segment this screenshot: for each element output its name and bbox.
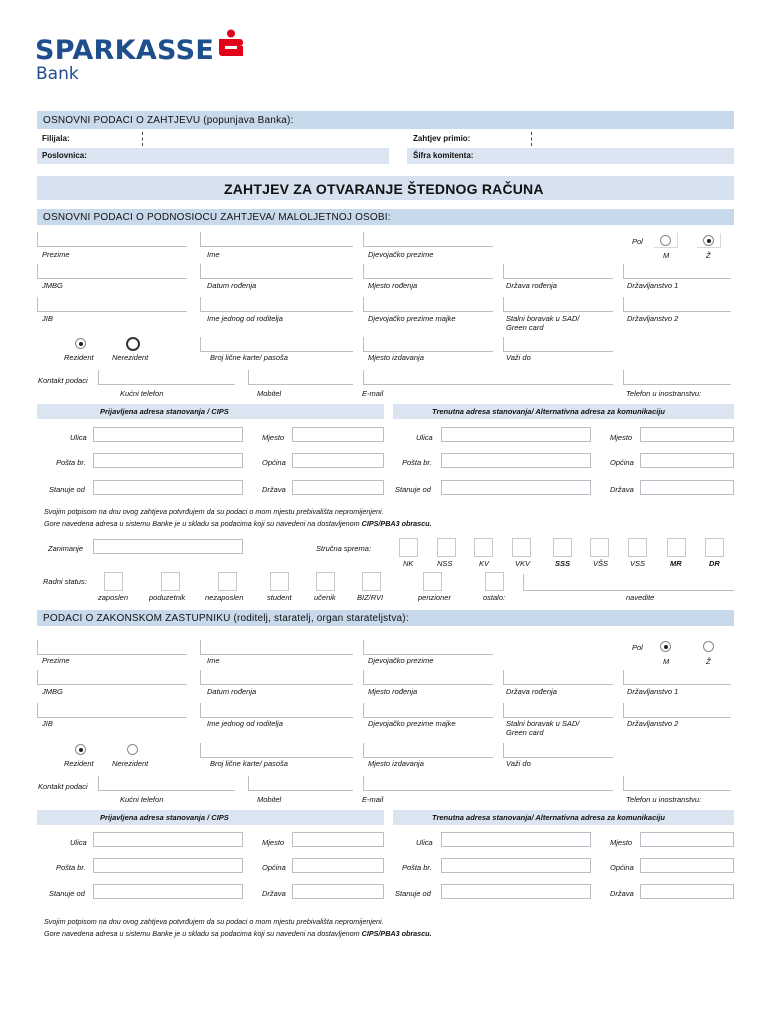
rep-prezime-input[interactable] (37, 640, 187, 655)
divider (531, 132, 532, 146)
mjesto-alt-label: Mjesto (610, 433, 633, 442)
status-box-biz[interactable] (362, 572, 381, 591)
mobitel-input[interactable] (248, 370, 353, 385)
poslovnica-row (37, 148, 389, 164)
rep-note-line-1: Svojim potpisom na dnu ovog zahtjeva potvrđujem da su podaci o mom mjestu prebivališta nepromijenjeni. (44, 917, 384, 926)
rep-stalni-boravak-label-2: Green card (506, 728, 544, 737)
rep-stanuje-alt-label: Stanuje od (395, 889, 431, 898)
status-ucenik: učenik (314, 593, 336, 602)
note-form-name: CIPS/PBA3 obrascu. (361, 519, 432, 528)
rep-stanuje-label: Stanuje od (49, 889, 85, 898)
rep-mjesto-alt-label: Mjesto (610, 838, 633, 847)
ime-roditelja-input[interactable] (200, 297, 353, 312)
rep-stalni-boravak-label-1: Stalni boravak u SAD/ (506, 719, 580, 728)
rep-ime-roditelja-input[interactable] (200, 703, 353, 718)
rep-nerezident-radio[interactable] (127, 744, 138, 755)
level-vss1: VŠS (593, 559, 609, 568)
drzava-rodjenja-input[interactable] (503, 264, 613, 279)
stanuje-input[interactable] (93, 480, 243, 495)
rep-posta-input[interactable] (93, 858, 243, 873)
rep-opcina-alt-input[interactable] (640, 858, 734, 873)
rep-email-input[interactable] (363, 776, 613, 791)
drzava-alt-label: Država (610, 485, 634, 494)
stanuje-label: Stanuje od (49, 485, 85, 494)
datum-rodjenja-input[interactable] (200, 264, 353, 279)
jmbg-label: JMBG (42, 281, 63, 290)
rep-opcina-label: Općina (262, 863, 286, 872)
rep-stalni-boravak-input[interactable] (503, 703, 613, 718)
mobitel-label: Mobitel (257, 389, 282, 398)
level-vkv: VKV (515, 559, 531, 568)
rep-posta-alt-label: Pošta br. (402, 863, 432, 872)
kucni-telefon-label: Kućni telefon (120, 389, 164, 398)
rep-jmbg-input[interactable] (37, 670, 187, 685)
prezime-input[interactable] (37, 232, 187, 247)
status-box-ostalo[interactable] (485, 572, 504, 591)
rep-posta-alt-input[interactable] (441, 858, 591, 873)
ime-label: Ime (207, 250, 220, 259)
note-text: Gore navedena adresa u sistemu Banke je u skladu sa podacima koji su navedeni na dostavljenom (44, 519, 362, 528)
stalni-boravak-input[interactable] (503, 297, 613, 312)
rep-mobitel-input[interactable] (248, 776, 353, 791)
rep-ulica-label: Ulica (70, 838, 87, 847)
rep-djevojacko-majke-label: Djevojačko prezime majke (368, 719, 456, 728)
rep-opcina-alt-label: Općina (610, 863, 634, 872)
strucna-sprema-label: Stručna sprema: (316, 544, 372, 553)
level-sss: SSS (555, 559, 571, 568)
rep-mjesto-izdavanja-label: Mjesto izdavanja (368, 759, 424, 768)
vazi-do-input[interactable] (503, 337, 613, 352)
rep-djevojacko-prezime-label: Djevojačko prezime (368, 656, 434, 665)
rep-gender-z-label: Ž (706, 657, 711, 666)
broj-licne-label: Broj lične karte/ pasoša (210, 353, 288, 362)
navedite-input[interactable] (523, 574, 734, 591)
drzavljanstvo2-label: Državljanstvo 2 (627, 314, 679, 323)
person-section-title: OSNOVNI PODACI O PODNOSIOCU ZAHTJEVA/ MALOLJETNOJ OSOBI: (43, 212, 391, 223)
email-input[interactable] (363, 370, 613, 385)
level-box-dr[interactable] (705, 538, 724, 557)
telefon-ino-input[interactable] (623, 370, 731, 385)
rep-note-text: Gore navedena adresa u sistemu Banke je u skladu sa podacima koji su navedeni na dostavljenom (44, 929, 362, 938)
gender-z-frame (697, 233, 721, 248)
level-box-vss[interactable] (628, 538, 647, 557)
mjesto-rodjenja-label: Mjesto rođenja (368, 281, 418, 290)
rep-drzava-rodjenja-label: Država rođenja (506, 687, 557, 696)
rep-broj-licne-label: Broj lične karte/ pasoša (210, 759, 288, 768)
note-line-2 (44, 519, 432, 528)
rep-telefon-ino-input[interactable] (623, 776, 731, 791)
ulica-input[interactable] (93, 427, 243, 442)
rep-jib-label: JIB (42, 719, 53, 728)
gender-m-label: M (663, 251, 670, 260)
telefon-ino-label: Telefon u inostranstvu: (626, 389, 702, 398)
filijala-label: Filijala: (42, 134, 70, 143)
rep-jmbg-label: JMBG (42, 687, 63, 696)
mjesto-rodjenja-input[interactable] (363, 264, 493, 279)
level-vss: VSS (630, 559, 646, 568)
filijala-input[interactable] (142, 134, 389, 148)
rep-gender-m-radio[interactable] (660, 641, 671, 652)
rep-mjesto-label: Mjesto (262, 838, 285, 847)
rep-kucni-telefon-label: Kućni telefon (120, 795, 164, 804)
mjesto-alt-input[interactable] (640, 427, 734, 442)
rep-ulica-input[interactable] (93, 832, 243, 847)
rep-note-line-2 (44, 929, 432, 938)
drzava-input[interactable] (292, 480, 384, 495)
level-mr: MR (670, 559, 682, 568)
gender-m-frame (654, 233, 678, 248)
ime-roditelja-label: Ime jednog od roditelja (207, 314, 283, 323)
status-student: student (267, 593, 292, 602)
gender-z-label: Ž (706, 251, 711, 260)
rep-kucni-telefon-input[interactable] (98, 776, 235, 791)
rep-ulica-alt-label: Ulica (416, 838, 433, 847)
status-box-poduzetnik[interactable] (161, 572, 180, 591)
rep-opcina-input[interactable] (292, 858, 384, 873)
rep-prezime-label: Prezime (42, 656, 70, 665)
level-nss: NSS (437, 559, 453, 568)
nerezident-radio[interactable] (126, 337, 140, 351)
rep-stanuje-input[interactable] (93, 884, 243, 899)
rep-datum-rodjenja-input[interactable] (200, 670, 353, 685)
stanuje-alt-label: Stanuje od (395, 485, 431, 494)
rep-mjesto-alt-input[interactable] (640, 832, 734, 847)
rep-drzavljanstvo1-label: Državljanstvo 1 (627, 687, 679, 696)
rep-pol-label: Pol (632, 643, 643, 652)
page-title: ZAHTJEV ZA OTVARANJE ŠTEDNOG RAČUNA (224, 181, 544, 197)
email-label: E-mail (362, 389, 384, 398)
drzava-alt-input[interactable] (640, 480, 734, 495)
status-penzioner: penzioner (418, 593, 451, 602)
rep-ime-input[interactable] (200, 640, 353, 655)
rep-datum-rodjenja-label: Datum rođenja (207, 687, 257, 696)
zanimanje-label: Zanimanje (48, 544, 84, 553)
mjesto-izdavanja-input[interactable] (363, 337, 493, 352)
level-box-mr[interactable] (667, 538, 686, 557)
poslovnica-label: Poslovnica: (42, 151, 87, 160)
note-line-1: Svojim potpisom na dnu ovog zahtjeva potvrđujem da su podaci o mom mjestu prebivališta nepromijenjeni. (44, 507, 384, 516)
drzava-label: Država (262, 485, 286, 494)
status-nezaposlen: nezaposlen (205, 593, 244, 602)
status-box-penzioner[interactable] (423, 572, 442, 591)
rep-mobitel-label: Mobitel (257, 795, 282, 804)
rezident-label: Rezident (64, 353, 94, 362)
rep-nerezident-label: Nerezident (112, 759, 149, 768)
level-box-vkv[interactable] (512, 538, 531, 557)
djevojacko-prezime-input[interactable] (363, 232, 493, 247)
rep-mjesto-rodjenja-input[interactable] (363, 670, 493, 685)
rezident-radio[interactable] (75, 338, 86, 349)
address-right-title: Trenutna adresa stanovanja/ Alternativna adresa za komunikaciju (432, 407, 666, 416)
rep-broj-licne-input[interactable] (200, 743, 353, 758)
level-box-kv[interactable] (474, 538, 493, 557)
drzavljanstvo1-label: Državljanstvo 1 (627, 281, 679, 290)
rep-drzava-alt-input[interactable] (640, 884, 734, 899)
opcina-alt-input[interactable] (640, 453, 734, 468)
drzava-rodjenja-label: Država rođenja (506, 281, 557, 290)
logo-wordmark: SPARKASSE (35, 35, 215, 66)
status-box-nezaposlen[interactable] (218, 572, 237, 591)
drzavljanstvo1-input[interactable] (623, 264, 731, 279)
status-poduzetnik: poduzetnik (149, 593, 186, 602)
jmbg-input[interactable] (37, 264, 187, 279)
jib-label: JIB (42, 314, 53, 323)
zanimanje-input[interactable] (93, 539, 243, 554)
rep-vazi-do-label: Važi do (506, 759, 531, 768)
ime-input[interactable] (200, 232, 353, 247)
level-kv: KV (479, 559, 490, 568)
stanuje-alt-input[interactable] (441, 480, 591, 495)
rep-posta-label: Pošta br. (56, 863, 86, 872)
opcina-label: Općina (262, 458, 286, 467)
djevojacko-prezime-label: Djevojačko prezime (368, 250, 434, 259)
ulica-alt-input[interactable] (441, 427, 591, 442)
status-biz: BIZ/RVI (357, 593, 384, 602)
nerezident-label: Nerezident (112, 353, 149, 362)
rep-drzavljanstvo2-label: Državljanstvo 2 (627, 719, 679, 728)
opcina-alt-label: Općina (610, 458, 634, 467)
posta-alt-label: Pošta br. (402, 458, 432, 467)
rep-email-label: E-mail (362, 795, 384, 804)
ulica-label: Ulica (70, 433, 87, 442)
rep-mjesto-rodjenja-label: Mjesto rođenja (368, 687, 418, 696)
vazi-do-label: Važi do (506, 353, 531, 362)
rep-jib-input[interactable] (37, 703, 187, 718)
level-box-nk[interactable] (399, 538, 418, 557)
rep-address-right-title: Trenutna adresa stanovanja/ Alternativna adresa za komunikaciju (432, 813, 666, 822)
rep-drzava-alt-label: Država (610, 889, 634, 898)
drzavljanstvo2-input[interactable] (623, 297, 731, 312)
level-dr: DR (709, 559, 720, 568)
address-left-title: Prijavljena adresa stanovanja / CIPS (100, 407, 229, 416)
status-box-student[interactable] (270, 572, 289, 591)
rep-ime-label: Ime (207, 656, 220, 665)
djevojacko-majke-input[interactable] (363, 297, 493, 312)
level-box-sss[interactable] (553, 538, 572, 557)
rep-stanuje-alt-input[interactable] (441, 884, 591, 899)
mjesto-label: Mjesto (262, 433, 285, 442)
rep-rezident-radio[interactable] (75, 744, 86, 755)
jib-input[interactable] (37, 297, 187, 312)
djevojacko-majke-label: Djevojačko prezime majke (368, 314, 456, 323)
level-nk: NK (403, 559, 414, 568)
datum-rodjenja-label: Datum rođenja (207, 281, 257, 290)
posta-input[interactable] (93, 453, 243, 468)
stalni-boravak-label-1: Stalni boravak u SAD/ (506, 314, 580, 323)
status-ostalo: ostalo: (483, 593, 506, 602)
status-zaposlen: zaposlen (98, 593, 129, 602)
rep-drzavljanstvo2-input[interactable] (623, 703, 731, 718)
sifra-komitenta-label: Šifra komitenta: (413, 151, 474, 160)
status-box-zaposlen[interactable] (104, 572, 123, 591)
rep-note-form-name: CIPS/PBA3 obrascu. (361, 929, 432, 938)
rep-djevojacko-majke-input[interactable] (363, 703, 493, 718)
rep-ime-roditelja-label: Ime jednog od roditelja (207, 719, 283, 728)
posta-label: Pošta br. (56, 458, 86, 467)
rep-gender-z-radio[interactable] (703, 641, 714, 652)
rep-drzavljanstvo1-input[interactable] (623, 670, 731, 685)
level-box-nss[interactable] (437, 538, 456, 557)
kucni-telefon-input[interactable] (98, 370, 235, 385)
level-box-vss1[interactable] (590, 538, 609, 557)
status-navedite: navedite (626, 593, 655, 602)
ulica-alt-label: Ulica (416, 433, 433, 442)
rep-djevojacko-prezime-input[interactable] (363, 640, 493, 655)
rep-drzava-rodjenja-input[interactable] (503, 670, 613, 685)
legal-rep-section-title: PODACI O ZAKONSKOM ZASTUPNIKU (roditelj, staratelj, organ starateljstva): (43, 613, 409, 624)
rep-gender-m-label: M (663, 657, 670, 666)
zahtjev-primio-label: Zahtjev primio: (413, 134, 471, 143)
rep-mjesto-input[interactable] (292, 832, 384, 847)
mjesto-input[interactable] (292, 427, 384, 442)
pol-label: Pol (632, 237, 643, 246)
bank-section-title: OSNOVNI PODACI O ZAHTJEVU (popunjava Banka): (43, 115, 294, 126)
kontakt-label: Kontakt podaci (38, 376, 88, 385)
rep-telefon-ino-label: Telefon u inostranstvu: (626, 795, 702, 804)
status-box-ucenik[interactable] (316, 572, 335, 591)
rep-ulica-alt-input[interactable] (441, 832, 591, 847)
rep-mjesto-izdavanja-input[interactable] (363, 743, 493, 758)
stalni-boravak-label-2: Green card (506, 323, 544, 332)
rep-vazi-do-input[interactable] (503, 743, 613, 758)
rep-drzava-input[interactable] (292, 884, 384, 899)
rep-address-left-title: Prijavljena adresa stanovanja / CIPS (100, 813, 229, 822)
posta-alt-input[interactable] (441, 453, 591, 468)
broj-licne-input[interactable] (200, 337, 353, 352)
mjesto-izdavanja-label: Mjesto izdavanja (368, 353, 424, 362)
logo-bank-text: Bank (36, 64, 79, 84)
radni-status-label: Radni status: (43, 577, 87, 586)
rep-rezident-label: Rezident (64, 759, 94, 768)
prezime-label: Prezime (42, 250, 70, 259)
rep-kontakt-label: Kontakt podaci (38, 782, 88, 791)
opcina-input[interactable] (292, 453, 384, 468)
rep-drzava-label: Država (262, 889, 286, 898)
sparkasse-s-logo-icon (218, 29, 244, 70)
